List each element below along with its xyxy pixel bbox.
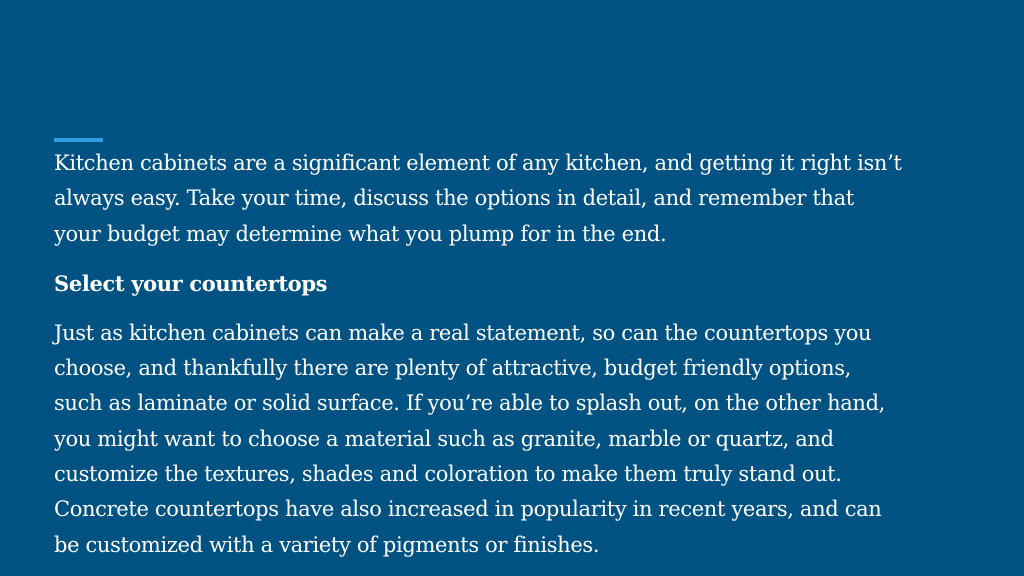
countertops-paragraph bbox=[54, 316, 994, 563]
section-heading: Select your countertops bbox=[54, 270, 328, 296]
body-line: you might want to choose a material such as granite, marble or quartz, and bbox=[54, 426, 834, 451]
accent-bar bbox=[54, 138, 103, 142]
body-line: choose, and thankfully there are plenty of attractive, budget friendly options, bbox=[54, 356, 851, 381]
slide-content bbox=[54, 146, 994, 563]
body-line: be customized with a variety of pigments or finishes. bbox=[54, 532, 600, 557]
intro-line: Kitchen cabinets are a significant element of any kitchen, and getting it right isn’t bbox=[54, 151, 902, 175]
intro-line: always easy. Take your time, discuss the options in detail, and remember that bbox=[54, 186, 854, 211]
body-line: Concrete countertops have also increased in popularity in recent years, and can bbox=[54, 497, 882, 522]
body-line: customize the textures, shades and coloration to make them truly stand out. bbox=[54, 462, 842, 487]
body-line: Just as kitchen cabinets can make a real statement, so can the countertops you bbox=[54, 320, 872, 345]
intro-paragraph bbox=[54, 146, 994, 252]
body-line: such as laminate or solid surface. If you’re able to splash out, on the other hand, bbox=[54, 391, 886, 416]
intro-line: your budget may determine what you plump for in the end. bbox=[54, 221, 667, 246]
